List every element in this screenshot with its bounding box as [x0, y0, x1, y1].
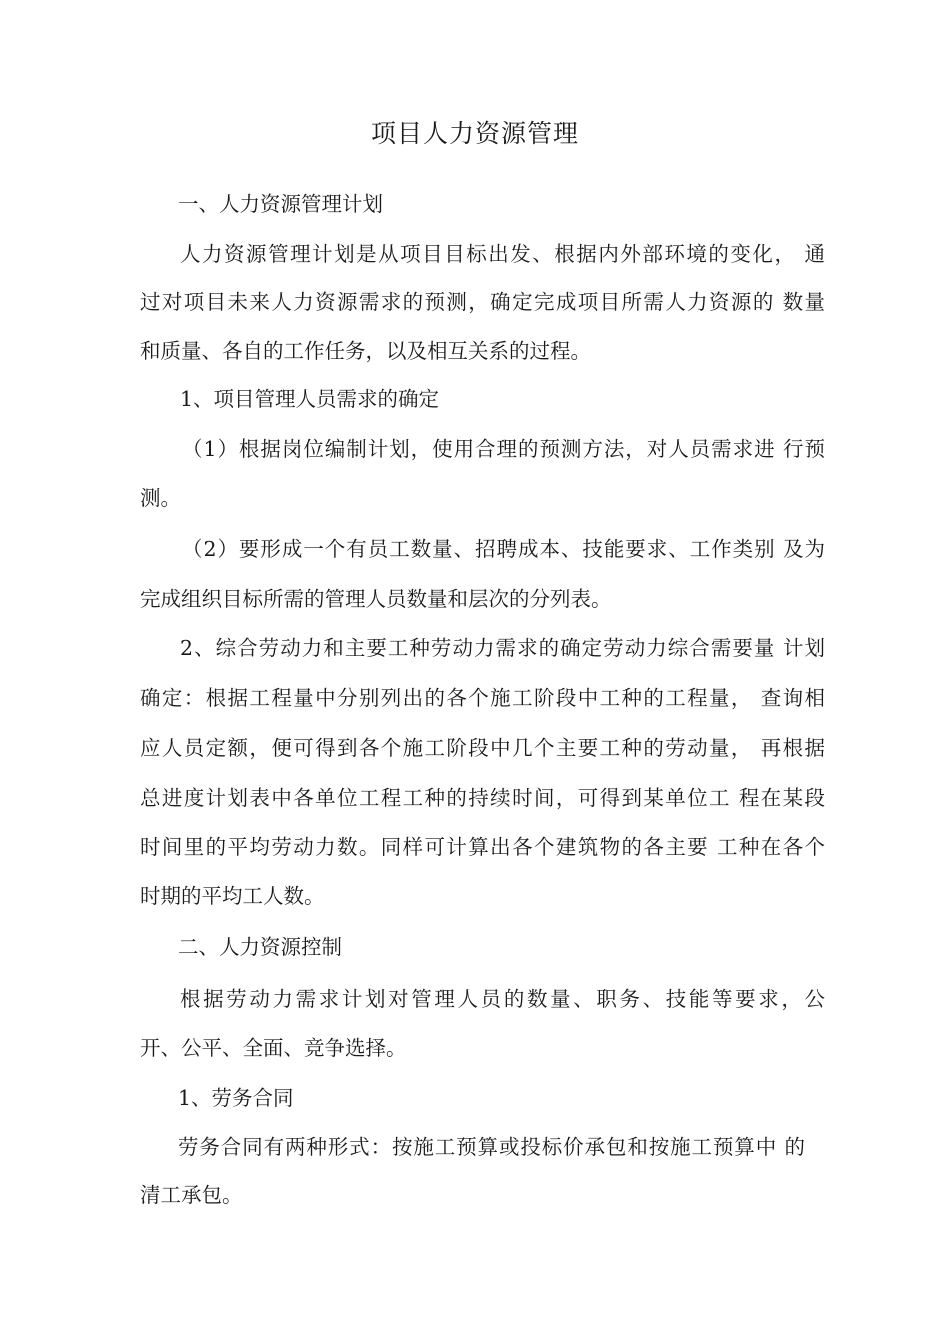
paragraph-line: 过对项目未来人力资源需求的预测，确定完成项目所需人力资源的 数量	[140, 290, 825, 314]
document-title: 项目人力资源管理	[370, 119, 579, 148]
paragraph-line: 劳务合同有两种形式：按施工预算或投标价承包和按施工预算中 的	[178, 1135, 805, 1159]
paragraph-line: 和质量、各自的工作任务，以及相互关系的过程。	[140, 339, 591, 363]
subheading-labor-contract: 1、劳务合同	[178, 1086, 294, 1110]
paragraph-line: 完成组织目标所需的管理人员数量和层次的分列表。	[140, 587, 612, 611]
paragraph-line: 人力资源管理计划是从项目目标出发、根据内外部环境的变化， 通	[180, 242, 825, 266]
paragraph-line: 2、综合劳动力和主要工种劳动力需求的确定劳动力综合需要量 计划	[180, 636, 825, 660]
paragraph-line: 总进度计划表中各单位工程工种的持续时间，可得到某单位工 程在某段	[140, 786, 825, 810]
subheading-manager-demand: 1、项目管理人员需求的确定	[180, 387, 440, 411]
paragraph-line: （2）要形成一个有员工数量、招聘成本、技能要求、工作类别 及为	[182, 537, 825, 561]
paragraph-line: 清工承包。	[140, 1183, 243, 1207]
paragraph-line: （1）根据岗位编制计划，使用合理的预测方法，对人员需求进 行预	[182, 437, 825, 461]
paragraph-line: 时间里的平均劳动力数。同样可计算出各个建筑物的各主要 工种在各个	[140, 835, 825, 859]
paragraph-line: 开、公平、全面、竞争选择。	[140, 1036, 407, 1060]
paragraph-line: 根据劳动力需求计划对管理人员的数量、职务、技能等要求，公	[180, 987, 825, 1011]
heading-hr-plan: 一、人力资源管理计划	[178, 192, 383, 216]
paragraph-line: 应人员定额，便可得到各个施工阶段中几个主要工种的劳动量， 再根据	[140, 736, 825, 760]
paragraph-line: 确定：根据工程量中分别列出的各个施工阶段中工种的工程量， 查询相	[140, 686, 825, 710]
heading-hr-control: 二、人力资源控制	[178, 935, 342, 959]
paragraph-line: 测。	[140, 486, 181, 510]
paragraph-line: 时期的平均工人数。	[140, 884, 325, 908]
